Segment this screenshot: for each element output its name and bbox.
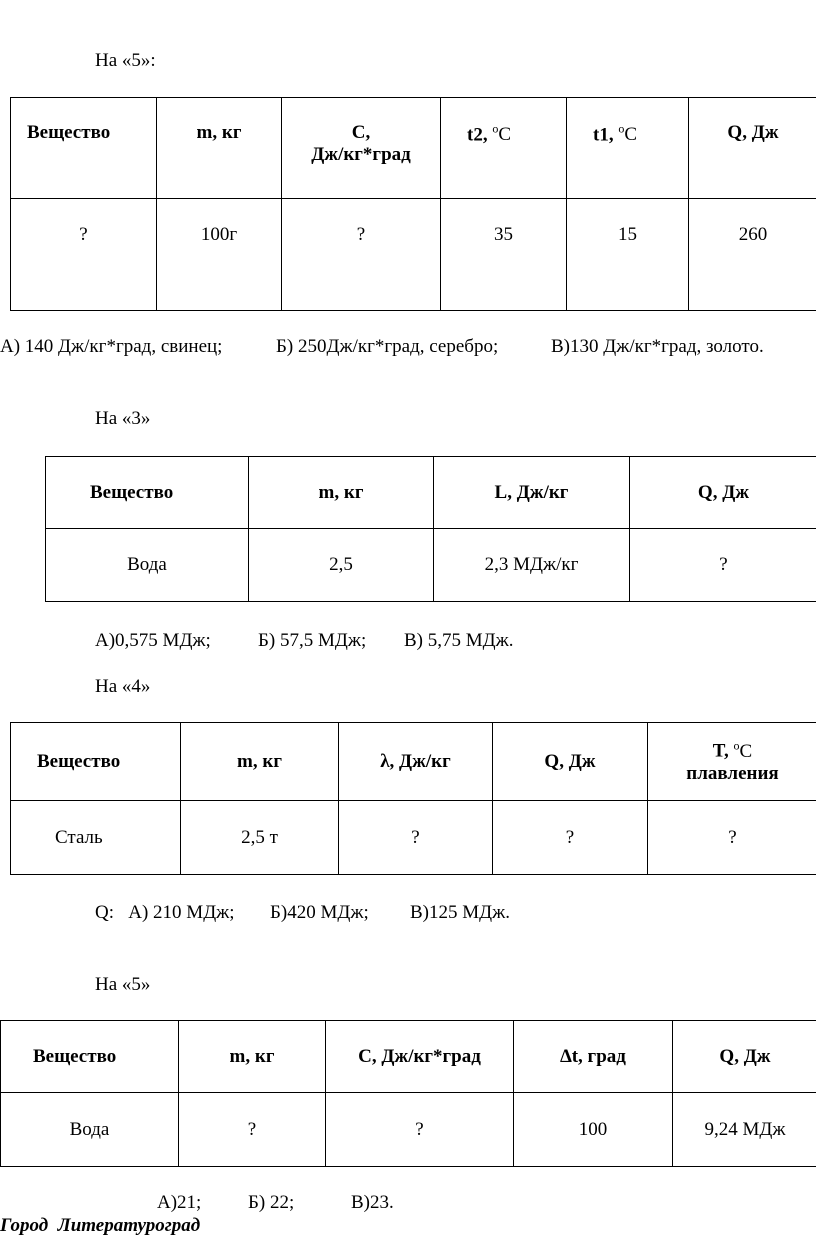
header-substance: Вещество [1, 1021, 179, 1093]
cell-substance: Вода [46, 529, 249, 602]
header-mass: m, кг [179, 1021, 326, 1093]
section1-heading: На «5»: [95, 50, 156, 71]
section3-heading: На «4» [95, 676, 151, 697]
footer-text: Город Литературоград [0, 1215, 201, 1236]
cell-t2: 35 [441, 199, 567, 311]
header-heat: Q, Дж [630, 457, 816, 529]
section4-answer-a: А)21; [157, 1192, 202, 1213]
header-heat: Q, Дж [673, 1021, 816, 1093]
header-t1 [567, 98, 689, 199]
cell-mass: ? [179, 1093, 326, 1167]
section1-table [10, 97, 816, 311]
section2-answer-c: В) 5,75 МДж. [404, 630, 514, 651]
header-substance: Вещество [11, 723, 181, 801]
header-delta-t: ∆t, град [514, 1021, 673, 1093]
header-heat: Q, Дж [689, 98, 816, 199]
header-heat: Q, Дж [493, 723, 648, 801]
section3-answer-c: В)125 МДж. [410, 902, 510, 923]
cell-heat-capacity: ? [282, 199, 441, 311]
cell-heat: 260 [689, 199, 816, 311]
section3-table [10, 722, 816, 875]
section3-answer-a: Q: А) 210 МДж; [95, 902, 235, 923]
degree-sup: o [733, 738, 740, 753]
header-melting-temperature-label: T, [712, 740, 729, 762]
header-mass: m, кг [249, 457, 434, 529]
cell-melting-temperature: ? [648, 801, 816, 875]
header-mass: m, кг [157, 98, 282, 199]
celsius-letter: C [624, 124, 638, 146]
cell-heat: ? [630, 529, 816, 602]
cell-mass: 2,5 [249, 529, 434, 602]
header-mass: m, кг [181, 723, 339, 801]
header-fusion-heat: λ, Дж/кг [339, 723, 493, 801]
header-substance: Вещество [11, 98, 157, 199]
cell-mass: 2,5 т [181, 801, 339, 875]
section2-heading: На «3» [95, 408, 151, 429]
header-latent-heat: L, Дж/кг [434, 457, 630, 529]
cell-mass: 100г [157, 199, 282, 311]
section3-answer-b: Б)420 МДж; [270, 902, 369, 923]
cell-substance: Сталь [11, 801, 181, 875]
cell-substance: ? [11, 199, 157, 311]
section1-answer-c: В)130 Дж/кг*град, золото. [551, 336, 764, 357]
header-melting-temperature [648, 723, 816, 801]
section4-heading: На «5» [95, 974, 151, 995]
cell-delta-t: 100 [514, 1093, 673, 1167]
cell-t1: 15 [567, 199, 689, 311]
header-substance: Вещество [46, 457, 249, 529]
header-t2-label: t2, [467, 124, 488, 146]
degree-sup: o [492, 122, 499, 136]
section4-answer-b: Б) 22; [248, 1192, 295, 1213]
section2-answer-b: Б) 57,5 МДж; [258, 630, 367, 651]
header-heat-capacity: C, Дж/кг*град [326, 1021, 514, 1093]
section4-answer-c: В)23. [351, 1192, 394, 1213]
header-heat-capacity-symbol: C, [351, 122, 371, 143]
header-t1-label: t1, [593, 124, 614, 146]
cell-substance: Вода [1, 1093, 179, 1167]
header-melting-word: плавления [686, 762, 779, 784]
section2-answer-a: А)0,575 МДж; [95, 630, 211, 651]
cell-heat: 9,24 МДж [673, 1093, 816, 1167]
header-heat-capacity [282, 98, 441, 199]
cell-heat-capacity: ? [326, 1093, 514, 1167]
cell-latent-heat: 2,3 МДж/кг [434, 529, 630, 602]
section1-answer-b: Б) 250Дж/кг*град, серебро; [276, 336, 499, 357]
cell-fusion-heat: ? [339, 801, 493, 875]
cell-heat: ? [493, 801, 648, 875]
degree-sup: o [618, 122, 625, 136]
section1-answer-a: А) 140 Дж/кг*град, свинец; [0, 336, 223, 357]
header-t2 [441, 98, 567, 199]
header-heat-capacity-unit: Дж/кг*град [311, 144, 411, 165]
section4-table [0, 1020, 816, 1167]
celsius-letter: C [498, 124, 512, 146]
section2-table [45, 456, 816, 602]
celsius-letter: C [739, 740, 753, 762]
